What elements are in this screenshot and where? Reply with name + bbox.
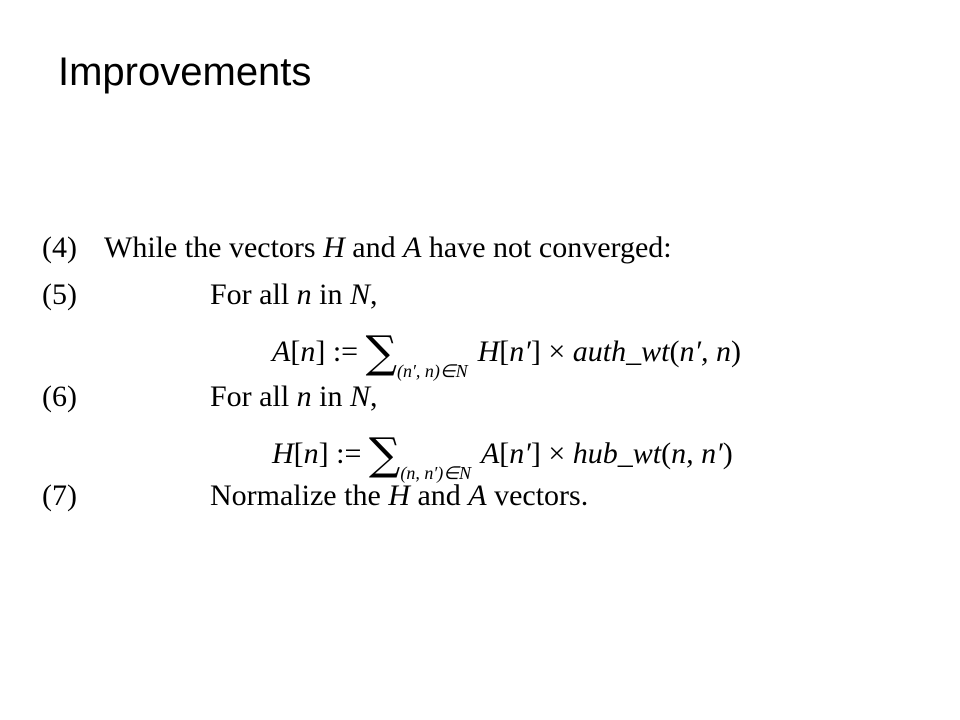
line-number-5: (5): [42, 278, 77, 311]
authority-update-formula: A[n] := $\sum_{(n', n)\in N}H[n']$ × auth_wt(n′, n): [272, 327, 742, 381]
line-number-4: (4): [42, 231, 77, 264]
slide-title: Improvements: [58, 50, 312, 94]
line-number-7: (7): [42, 479, 77, 512]
algorithm-line-5: For all n in N,: [210, 278, 378, 311]
algorithm-line-7: Normalize the H and A vectors.: [210, 479, 589, 512]
algorithm-line-4: While the vectors H and A have not converged:: [104, 231, 672, 264]
line-number-6: (6): [42, 380, 77, 413]
algorithm-line-6: For all n in N,: [210, 380, 378, 413]
hub-update-formula: H[n] := $\sum_{(n, n')\in N}A[n']$ × hub_wt(n, n′): [272, 429, 733, 483]
